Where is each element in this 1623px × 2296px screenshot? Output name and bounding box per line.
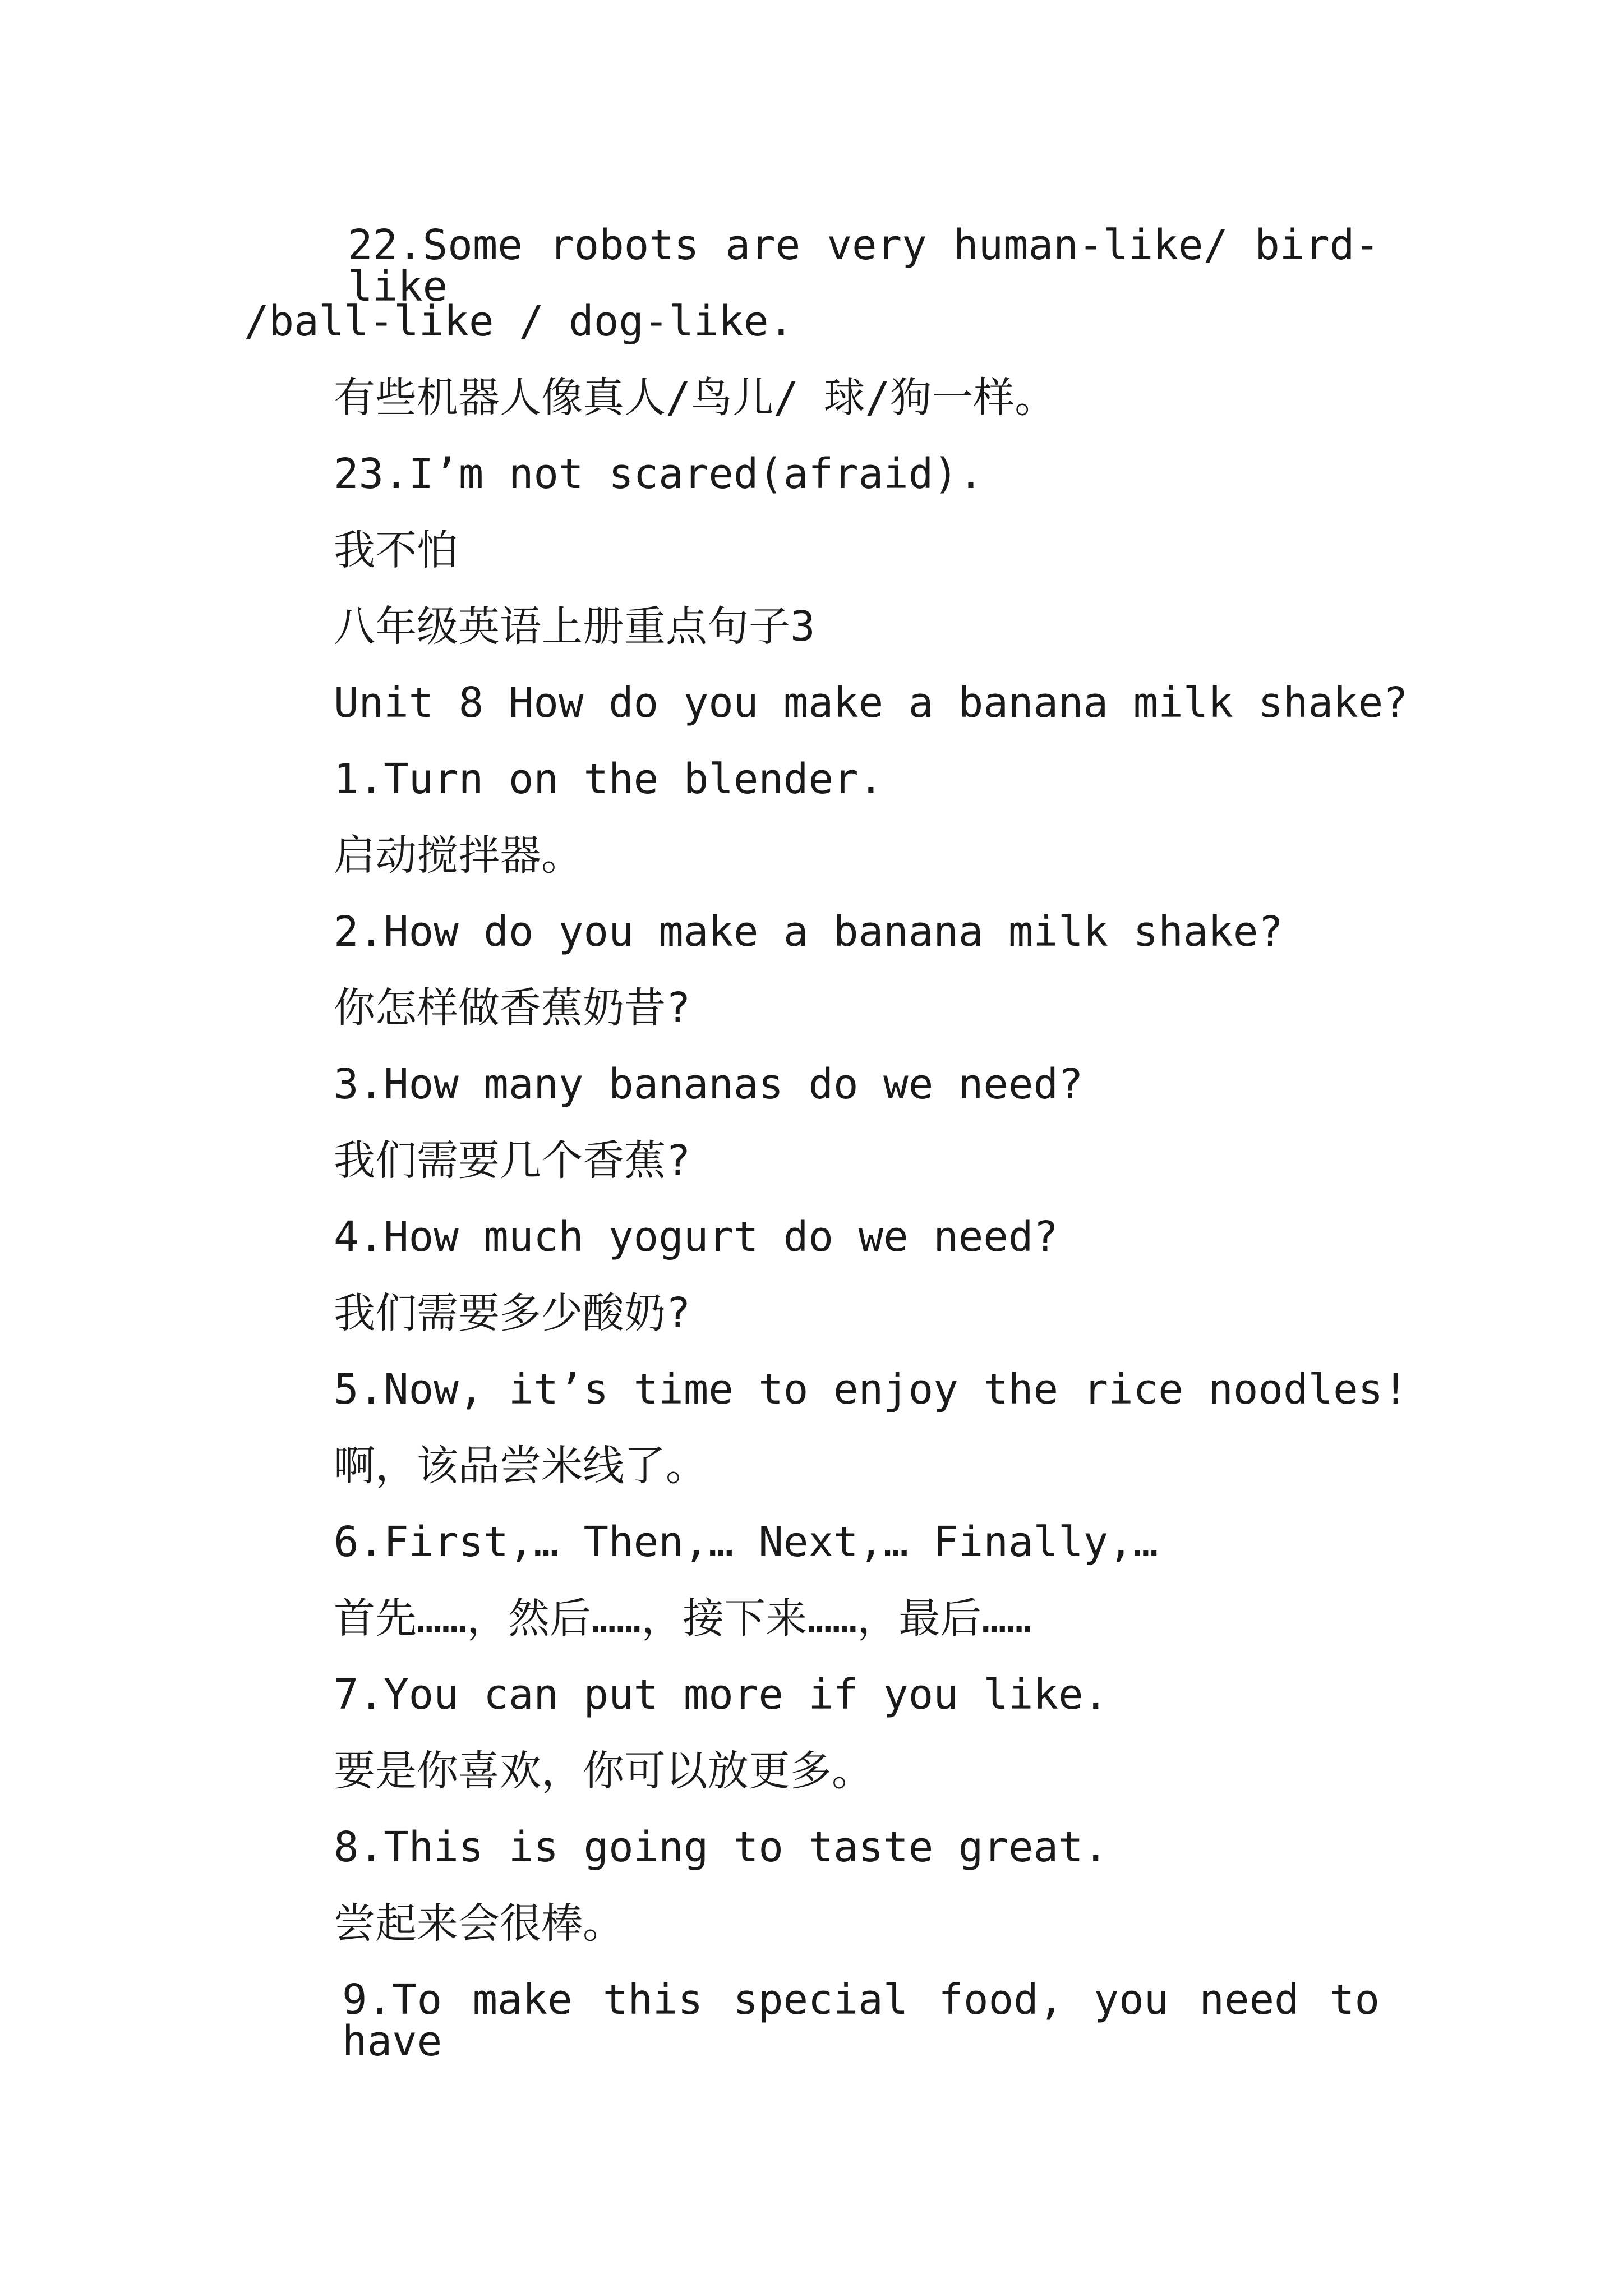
text-line: 2.How do you make a banana milk shake? [334,908,1283,956]
text-line: 首先……，然后……，接下来……，最后…… [334,1594,1032,1642]
text-line: 尝起来会很棒。 [334,1899,624,1948]
text-line: 啊，该品尝米线了。 [334,1442,707,1490]
text-line: 我们需要多少酸奶? [334,1289,691,1337]
text-line: 你怎样做香蕉奶昔? [334,984,691,1032]
text-line: 我不怕 [334,526,458,574]
text-line: 9.To make this special food, you need to have [342,1976,1380,2065]
text-line: 启动搅拌器。 [334,831,583,880]
text-line: 有些机器人像真人/鸟儿/ 球/狗一样。 [334,374,1057,422]
text-line: 8.This is going to taste great. [334,1823,1109,1871]
text-line: 23.I’m not scared(afraid). [334,450,984,498]
text-line: 4.How much yogurt do we need? [334,1213,1059,1261]
text-line: /ball-like / dog-like. [244,297,794,346]
text-line: 3.How many bananas do we need? [334,1060,1083,1108]
section-heading: 八年级英语上册重点句子3 [334,602,815,651]
text-line: 我们需要几个香蕉? [334,1137,691,1185]
unit-title: Unit 8 How do you make a banana milk shake? [334,679,1408,727]
text-line: 22.Some robots are very human-like/ bird-like [348,221,1380,311]
text-line: 要是你喜欢，你可以放更多。 [334,1747,873,1795]
text-line: 1.Turn on the blender. [334,755,884,803]
text-line: 7.You can put more if you like. [334,1671,1109,1719]
text-line: 5.Now, it’s time to enjoy the rice noodles! [334,1365,1408,1414]
text-line: 6.First,… Then,… Next,… Finally,… [334,1518,1159,1566]
